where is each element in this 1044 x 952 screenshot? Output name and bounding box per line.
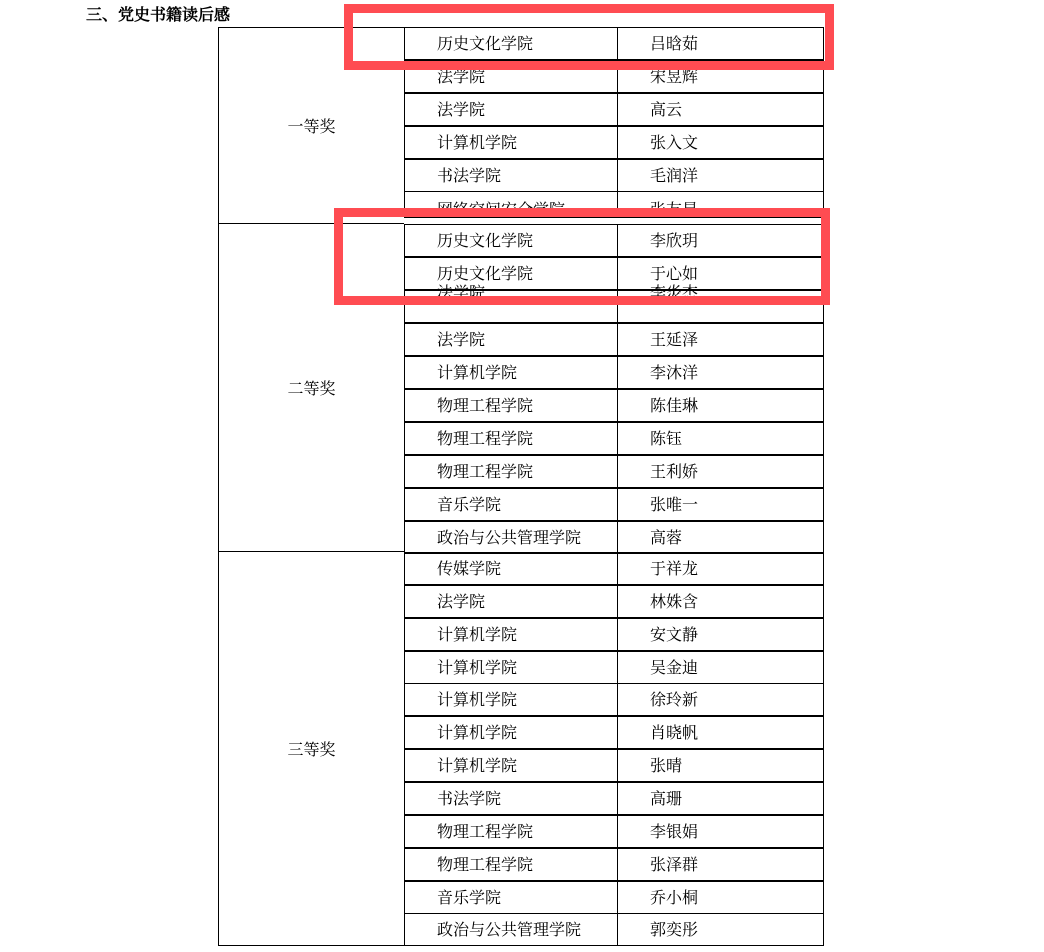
column-divider — [617, 585, 618, 618]
name-cell: 高珊 — [650, 788, 683, 808]
table-row — [404, 848, 824, 881]
college-cell: 计算机学院 — [437, 624, 518, 644]
table-row — [404, 488, 824, 521]
table-row — [404, 552, 824, 585]
table-row — [404, 422, 824, 455]
column-divider — [617, 782, 618, 815]
table-row — [404, 618, 824, 651]
column-divider — [617, 356, 618, 389]
table-row — [404, 913, 824, 946]
column-divider — [617, 552, 618, 585]
college-cell: 法学院 — [437, 330, 486, 349]
name-cell: 于心如 — [650, 264, 699, 283]
table-row — [404, 224, 824, 257]
table-row — [404, 323, 824, 356]
column-divider — [617, 521, 618, 554]
table-row — [404, 585, 824, 618]
column-divider — [617, 126, 618, 159]
column-divider — [617, 159, 618, 192]
table-row — [404, 521, 824, 554]
name-cell: 郭奕彤 — [650, 920, 699, 940]
college-cell: 计算机学院 — [437, 723, 518, 743]
name-cell: 高蓉 — [650, 528, 683, 547]
column-divider — [617, 749, 618, 782]
column-divider — [617, 881, 618, 914]
column-divider — [617, 422, 618, 455]
column-divider — [617, 224, 618, 257]
name-cell: 宋昱辉 — [650, 67, 699, 86]
table-row — [404, 60, 824, 93]
college-cell: 法学院 — [437, 100, 486, 119]
table-row — [404, 283, 824, 323]
college-cell: 音乐学院 — [437, 495, 502, 514]
column-divider — [617, 913, 618, 946]
name-cell: 乔小桐 — [650, 887, 699, 907]
college-cell: 法学院 — [437, 283, 486, 302]
college-cell: 历史文化学院 — [437, 34, 534, 53]
column-divider — [617, 716, 618, 749]
column-divider — [617, 488, 618, 521]
name-cell: 安文静 — [650, 624, 699, 644]
college-cell: 法学院 — [437, 67, 486, 86]
table-row — [404, 159, 824, 192]
table-row — [404, 749, 824, 782]
college-cell: 物理工程学院 — [437, 396, 534, 415]
name-cell: 毛润洋 — [650, 166, 699, 185]
college-cell: 法学院 — [437, 591, 486, 611]
college-cell: 计算机学院 — [437, 756, 518, 776]
table-row — [404, 27, 824, 60]
name-cell: 张入文 — [650, 133, 699, 152]
table-row — [404, 782, 824, 815]
column-divider — [617, 618, 618, 651]
table-row — [404, 356, 824, 389]
table-row — [404, 191, 824, 218]
column-divider — [617, 848, 618, 881]
name-cell: 高云 — [650, 100, 683, 119]
column-divider — [617, 683, 618, 716]
name-cell: 陈佳琳 — [650, 396, 699, 415]
table-row — [404, 683, 824, 716]
column-divider — [617, 257, 618, 290]
table-row — [404, 93, 824, 126]
name-cell: 徐玲新 — [650, 690, 699, 710]
college-cell: 政治与公共管理学院 — [437, 528, 582, 547]
college-cell: 计算机学院 — [437, 657, 518, 677]
name-cell: 吴金迪 — [650, 657, 699, 677]
column-divider — [617, 60, 618, 93]
college-cell: 物理工程学院 — [437, 429, 534, 448]
name-cell: 张唯一 — [650, 495, 699, 514]
column-divider — [617, 27, 618, 60]
column-divider — [617, 815, 618, 848]
table-row — [404, 716, 824, 749]
college-cell: 政治与公共管理学院 — [437, 920, 582, 940]
college-cell: 书法学院 — [437, 788, 502, 808]
table-row — [404, 455, 824, 488]
name-cell: 于祥龙 — [650, 559, 699, 578]
rank-first: 一等奖 — [218, 27, 404, 224]
name-cell: 李炎杰 — [650, 283, 699, 302]
college-cell: 物理工程学院 — [437, 854, 534, 874]
table-row — [404, 651, 824, 684]
rank-second: 二等奖 — [218, 224, 404, 552]
column-divider — [617, 290, 618, 323]
college-cell: 计算机学院 — [437, 133, 518, 152]
column-divider — [617, 93, 618, 126]
name-cell: 陈钰 — [650, 429, 683, 448]
name-cell: 张友昊 — [650, 200, 699, 218]
column-divider — [617, 455, 618, 488]
column-divider — [617, 191, 618, 218]
name-cell: 王延泽 — [650, 330, 699, 349]
column-divider — [617, 323, 618, 356]
college-cell: 计算机学院 — [437, 690, 518, 710]
table-row — [404, 126, 824, 159]
name-cell: 李沐洋 — [650, 363, 699, 382]
college-cell: 书法学院 — [437, 166, 502, 185]
name-cell: 林姝含 — [650, 591, 699, 611]
college-cell: 历史文化学院 — [437, 231, 534, 250]
college-cell: 物理工程学院 — [437, 821, 534, 841]
college-cell: 传媒学院 — [437, 559, 502, 578]
table-row — [404, 389, 824, 422]
awards-table — [218, 27, 824, 946]
name-cell: 张晴 — [650, 756, 683, 776]
college-cell: 网络空间安全学院 — [437, 200, 566, 218]
college-cell: 物理工程学院 — [437, 462, 534, 481]
name-cell: 肖晓帆 — [650, 723, 699, 743]
college-cell: 音乐学院 — [437, 887, 502, 907]
college-cell: 历史文化学院 — [437, 264, 534, 283]
table-row — [404, 881, 824, 914]
rank-third: 三等奖 — [218, 552, 404, 946]
name-cell: 王利娇 — [650, 462, 699, 481]
college-cell: 计算机学院 — [437, 363, 518, 382]
name-cell: 张泽群 — [650, 854, 699, 874]
column-divider — [617, 651, 618, 684]
name-cell: 李银娟 — [650, 821, 699, 841]
section-heading: 三、党史书籍读后感 — [86, 5, 231, 24]
column-divider — [617, 389, 618, 422]
table-row — [404, 815, 824, 848]
name-cell: 吕晗茹 — [650, 34, 699, 53]
name-cell: 李欣玥 — [650, 231, 699, 250]
